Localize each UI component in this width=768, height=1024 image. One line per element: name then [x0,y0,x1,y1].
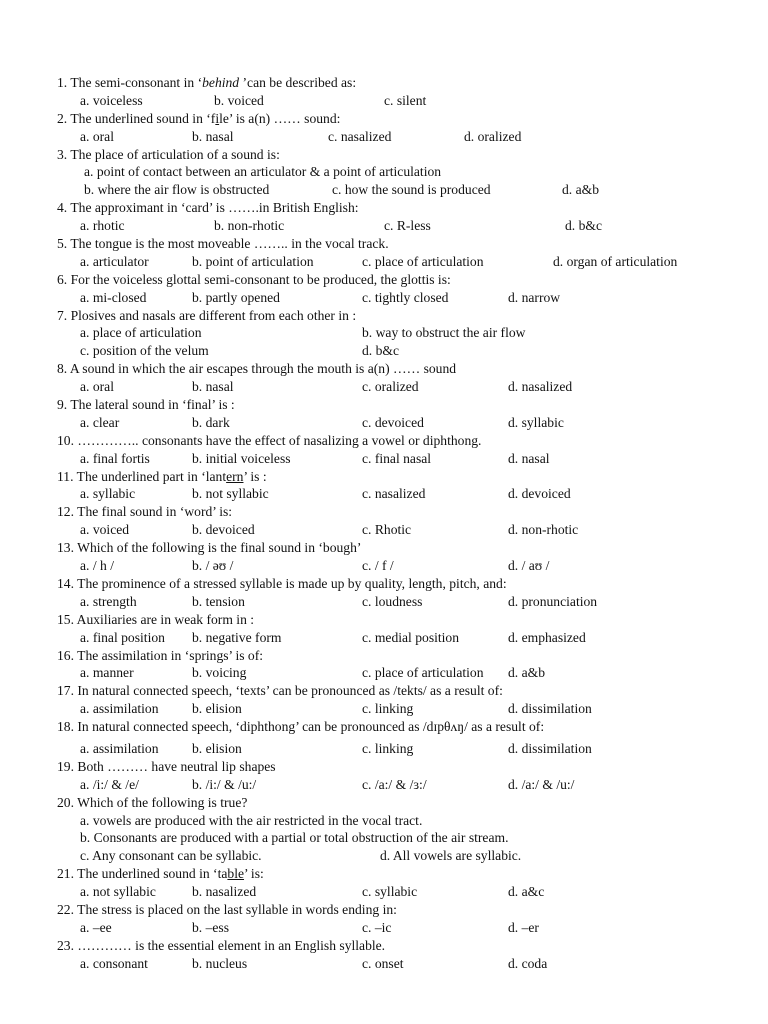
answer-option: d. b&c [565,218,602,234]
question-4-stem [0,199,768,217]
answer-option: a. voiceless [80,92,143,108]
answer-option: a. –ee [80,919,112,935]
question-text [57,307,356,325]
question-15-stem [0,611,768,629]
question-3-stem [0,146,768,164]
question-20-options [0,812,768,830]
stem-part: 20. Which of the following is true? [57,794,248,810]
answer-option: b. tension [192,593,245,609]
question-text [57,110,340,128]
answer-option: b. initial voiceless [192,450,291,466]
answer-option: c. place of articulation [362,253,484,269]
question-2-stem [0,110,768,128]
answer-option: a. rhotic [80,218,125,234]
stem-part: behind [202,75,240,90]
question-8-options [0,378,768,396]
question-text [57,396,235,414]
answer-option: a. point of contact between an articulator & a point of articulation [84,164,442,180]
question-11-stem [0,468,768,486]
question-text [57,718,544,736]
answer-option: b. Consonants are produced with a partial or total obstruction of the air stream. [80,830,509,846]
answer-option: c. oralized [362,379,419,395]
question-17-options [0,700,768,718]
question-text [57,468,267,486]
answer-option: d. a&b [562,182,599,198]
question-7-stem [0,307,768,325]
question-8-stem [0,360,768,378]
stem-part: 9. The lateral sound in ‘final’ is : [57,397,235,413]
answer-option: c. Any consonant can be syllabic. [80,848,262,864]
stem-part: 15. Auxiliaries are in weak form in : [57,611,255,627]
answer-option: d. nasalized [508,379,573,395]
question-text [57,794,247,812]
stem-part: 3. The place of articulation of a sound is: [57,146,280,162]
answer-option: c. syllabic [362,884,418,900]
stem-part: 19. Both ……… have neutral lip shapes [57,758,276,774]
question-19-options [0,776,768,794]
answer-option: c. linking [362,740,414,756]
stem-part: ’can be described as: [239,75,357,90]
question-21-options [0,883,768,901]
stem-part: 23. ………… is the essential element in an English syllable. [57,937,386,953]
question-text [57,865,264,883]
stem-part: 18. In natural connected speech, ‘diphthong’ can be pronounced as /dɪpθʌŋ/ as a result of: [57,719,545,735]
question-text [57,575,507,593]
question-22-options [0,919,768,937]
answer-option: d. syllabic [508,414,564,430]
question-23-options [0,955,768,973]
answer-option: a. consonant [80,955,148,971]
question-3-options [0,163,768,181]
answer-option: b. nasalized [192,884,257,900]
answer-option: d. coda [508,955,548,971]
answer-option: d. non-rhotic [508,522,579,538]
answer-option: a. oral [80,379,114,395]
answer-option: b. point of articulation [192,253,314,269]
question-text [57,937,385,955]
stem-part: ern [226,468,244,484]
question-7-options [0,342,768,360]
question-4-options [0,217,768,235]
stem-part: ble [227,866,245,882]
question-text [57,360,456,378]
answer-option: b. voicing [192,665,247,681]
stem-part: 21. The underlined sound in ‘ta [57,866,228,882]
stem-part: 22. The stress is placed on the last syllable in words ending in: [57,901,397,917]
answer-option: b. partly opened [192,289,280,305]
answer-option: d. –er [508,919,539,935]
question-12-options [0,521,768,539]
stem-part: 7. Plosives and nasals are different from each other in : [57,307,357,323]
answer-option: c. –ic [362,919,392,935]
question-20-stem [0,794,768,812]
answer-option: a. final position [80,629,165,645]
stem-part: f [210,110,216,126]
question-2-options [0,128,768,146]
question-text [57,682,503,700]
answer-option: c. nasalized [362,486,426,502]
answer-option: a. manner [80,665,134,681]
question-text [57,432,481,450]
answer-option: a. place of articulation [80,325,202,341]
question-14-options [0,593,768,611]
answer-option: c. how the sound is produced [332,182,491,198]
stem-part: 16. The assimilation in ‘springs’ is of: [57,647,264,663]
question-23-stem [0,937,768,955]
question-17-stem [0,682,768,700]
question-text [57,647,263,665]
answer-option: b. elision [192,701,242,717]
answer-option: a. not syllabic [80,884,156,900]
answer-option: b. where the air flow is obstructed [84,182,270,198]
answer-option: d. pronunciation [508,593,598,609]
answer-option: a. syllabic [80,486,136,502]
answer-option: d. nasal [508,450,550,466]
answer-option: b. dark [192,414,230,430]
answer-option: c. / f / [362,558,394,574]
answer-option: d. /a:/ & /u:/ [508,776,575,792]
answer-option: b. nucleus [192,955,248,971]
question-text [57,74,356,92]
question-10-options [0,450,768,468]
question-sheet [0,74,768,973]
answer-option: a. mi-closed [80,289,147,305]
question-5-stem [0,235,768,253]
stem-part: 1. The semi-consonant in ‘ [57,75,203,90]
answer-option: a. final fortis [80,450,150,466]
stem-part: 4. The approximant in ‘card’ is …….in British English: [57,200,359,216]
answer-option: a. assimilation [80,740,159,756]
question-15-options [0,629,768,647]
stem-part: 10. ………….. consonants have the effect of nasalizing a vowel or diphthong. [57,432,482,448]
answer-option: d. b&c [362,343,399,359]
answer-option: c. tightly closed [362,289,449,305]
question-text [57,199,359,217]
stem-part: 17. In natural connected speech, ‘texts’ can be pronounced as /tekts/ as a result of: [57,683,503,699]
answer-option: c. Rhotic [362,522,412,538]
answer-option: c. final nasal [362,450,432,466]
question-text [57,503,232,521]
answer-option: b. way to obstruct the air flow [362,325,526,341]
answer-option: d. a&c [508,884,545,900]
answer-option: b. / əʊ / [192,558,234,574]
question-7-options [0,324,768,342]
answer-option: d. narrow [508,289,561,305]
question-text [57,271,451,289]
stem-part: 12. The final sound in ‘word’ is: [57,504,233,520]
answer-option: a. / h / [80,558,114,574]
answer-option: b. elision [192,740,242,756]
answer-option: a. oral [80,128,114,144]
answer-option: a. clear [80,414,120,430]
question-9-options [0,414,768,432]
question-22-stem [0,901,768,919]
question-text [57,146,280,164]
answer-option: b. nasal [192,128,234,144]
question-12-stem [0,503,768,521]
question-text [57,758,276,776]
answer-option: d. All vowels are syllabic. [380,848,522,864]
answer-option: d. oralized [464,128,522,144]
stem-part: ’ is: [244,866,264,882]
question-16-stem [0,647,768,665]
answer-option: b. not syllabic [192,486,269,502]
question-19-stem [0,758,768,776]
question-14-stem [0,575,768,593]
answer-option: b. devoiced [192,522,255,538]
answer-option: b. voiced [214,92,264,108]
question-text [57,611,254,629]
answer-option: a. articulator [80,253,149,269]
answer-option: b. /i:/ & /u:/ [192,776,257,792]
question-20-options [0,847,768,865]
stem-part: 11. The underlined part in ‘lant [57,468,227,484]
answer-option: c. silent [384,92,427,108]
question-6-stem [0,271,768,289]
question-18-options [0,740,768,758]
question-21-stem [0,865,768,883]
stem-part: le’ is a(n) …… sound: [219,110,341,126]
answer-option: b. negative form [192,629,282,645]
answer-option: a. assimilation [80,701,159,717]
stem-part: ’ is : [243,468,267,484]
stem-part: 6. For the voiceless glottal semi-consonant to be produced, the glottis is: [57,271,451,287]
answer-option: b. non-rhotic [214,218,285,234]
question-3-options [0,181,768,199]
question-20-options [0,829,768,847]
answer-option: d. dissimilation [508,740,592,756]
stem-part: 8. A sound in which the air escapes through the mouth is a(n) …… sound [57,361,457,377]
answer-option: d. emphasized [508,629,586,645]
question-16-options [0,664,768,682]
answer-option: a. vowels are produced with the air restricted in the vocal tract. [80,812,423,828]
question-9-stem [0,396,768,414]
answer-option: c. place of articulation [362,665,484,681]
answer-option: c. /a:/ & /ɜ:/ [362,776,427,792]
answer-option: c. nasalized [328,128,392,144]
answer-option: c. medial position [362,629,460,645]
answer-option: d. dissimilation [508,701,592,717]
answer-option: c. devoiced [362,414,424,430]
answer-option: d. / aʊ / [508,558,550,574]
answer-option: c. loudness [362,593,423,609]
answer-option: c. onset [362,955,404,971]
question-1-stem [0,74,768,92]
question-text [57,901,397,919]
answer-option: a. voiced [80,522,130,538]
question-18-stem [0,718,768,736]
question-text [57,235,389,253]
stem-part: 5. The tongue is the most moveable …….. in the vocal track. [57,236,389,252]
stem-part: i [215,110,220,126]
answer-option: d. a&b [508,665,545,681]
answer-option: b. nasal [192,379,234,395]
question-1-options [0,92,768,110]
answer-option: c. position of the velum [80,343,209,359]
answer-option: a. /i:/ & /e/ [80,776,139,792]
question-13-stem [0,539,768,557]
question-6-options [0,289,768,307]
answer-option: c. linking [362,701,414,717]
answer-option: c. R-less [384,218,431,234]
question-text [57,539,361,557]
stem-part: 14. The prominence of a stressed syllable is made up by quality, length, pitch, and: [57,575,507,591]
answer-option: d. organ of articulation [553,253,678,269]
question-11-options [0,485,768,503]
stem-part: 2. The underlined sound in ‘ [57,110,211,126]
question-10-stem [0,432,768,450]
answer-option: d. devoiced [508,486,571,502]
answer-option: a. strength [80,593,137,609]
stem-part: 13. Which of the following is the final sound in ‘bough’ [57,540,362,556]
answer-option: b. –ess [192,919,230,935]
question-13-options [0,557,768,575]
question-5-options [0,253,768,271]
